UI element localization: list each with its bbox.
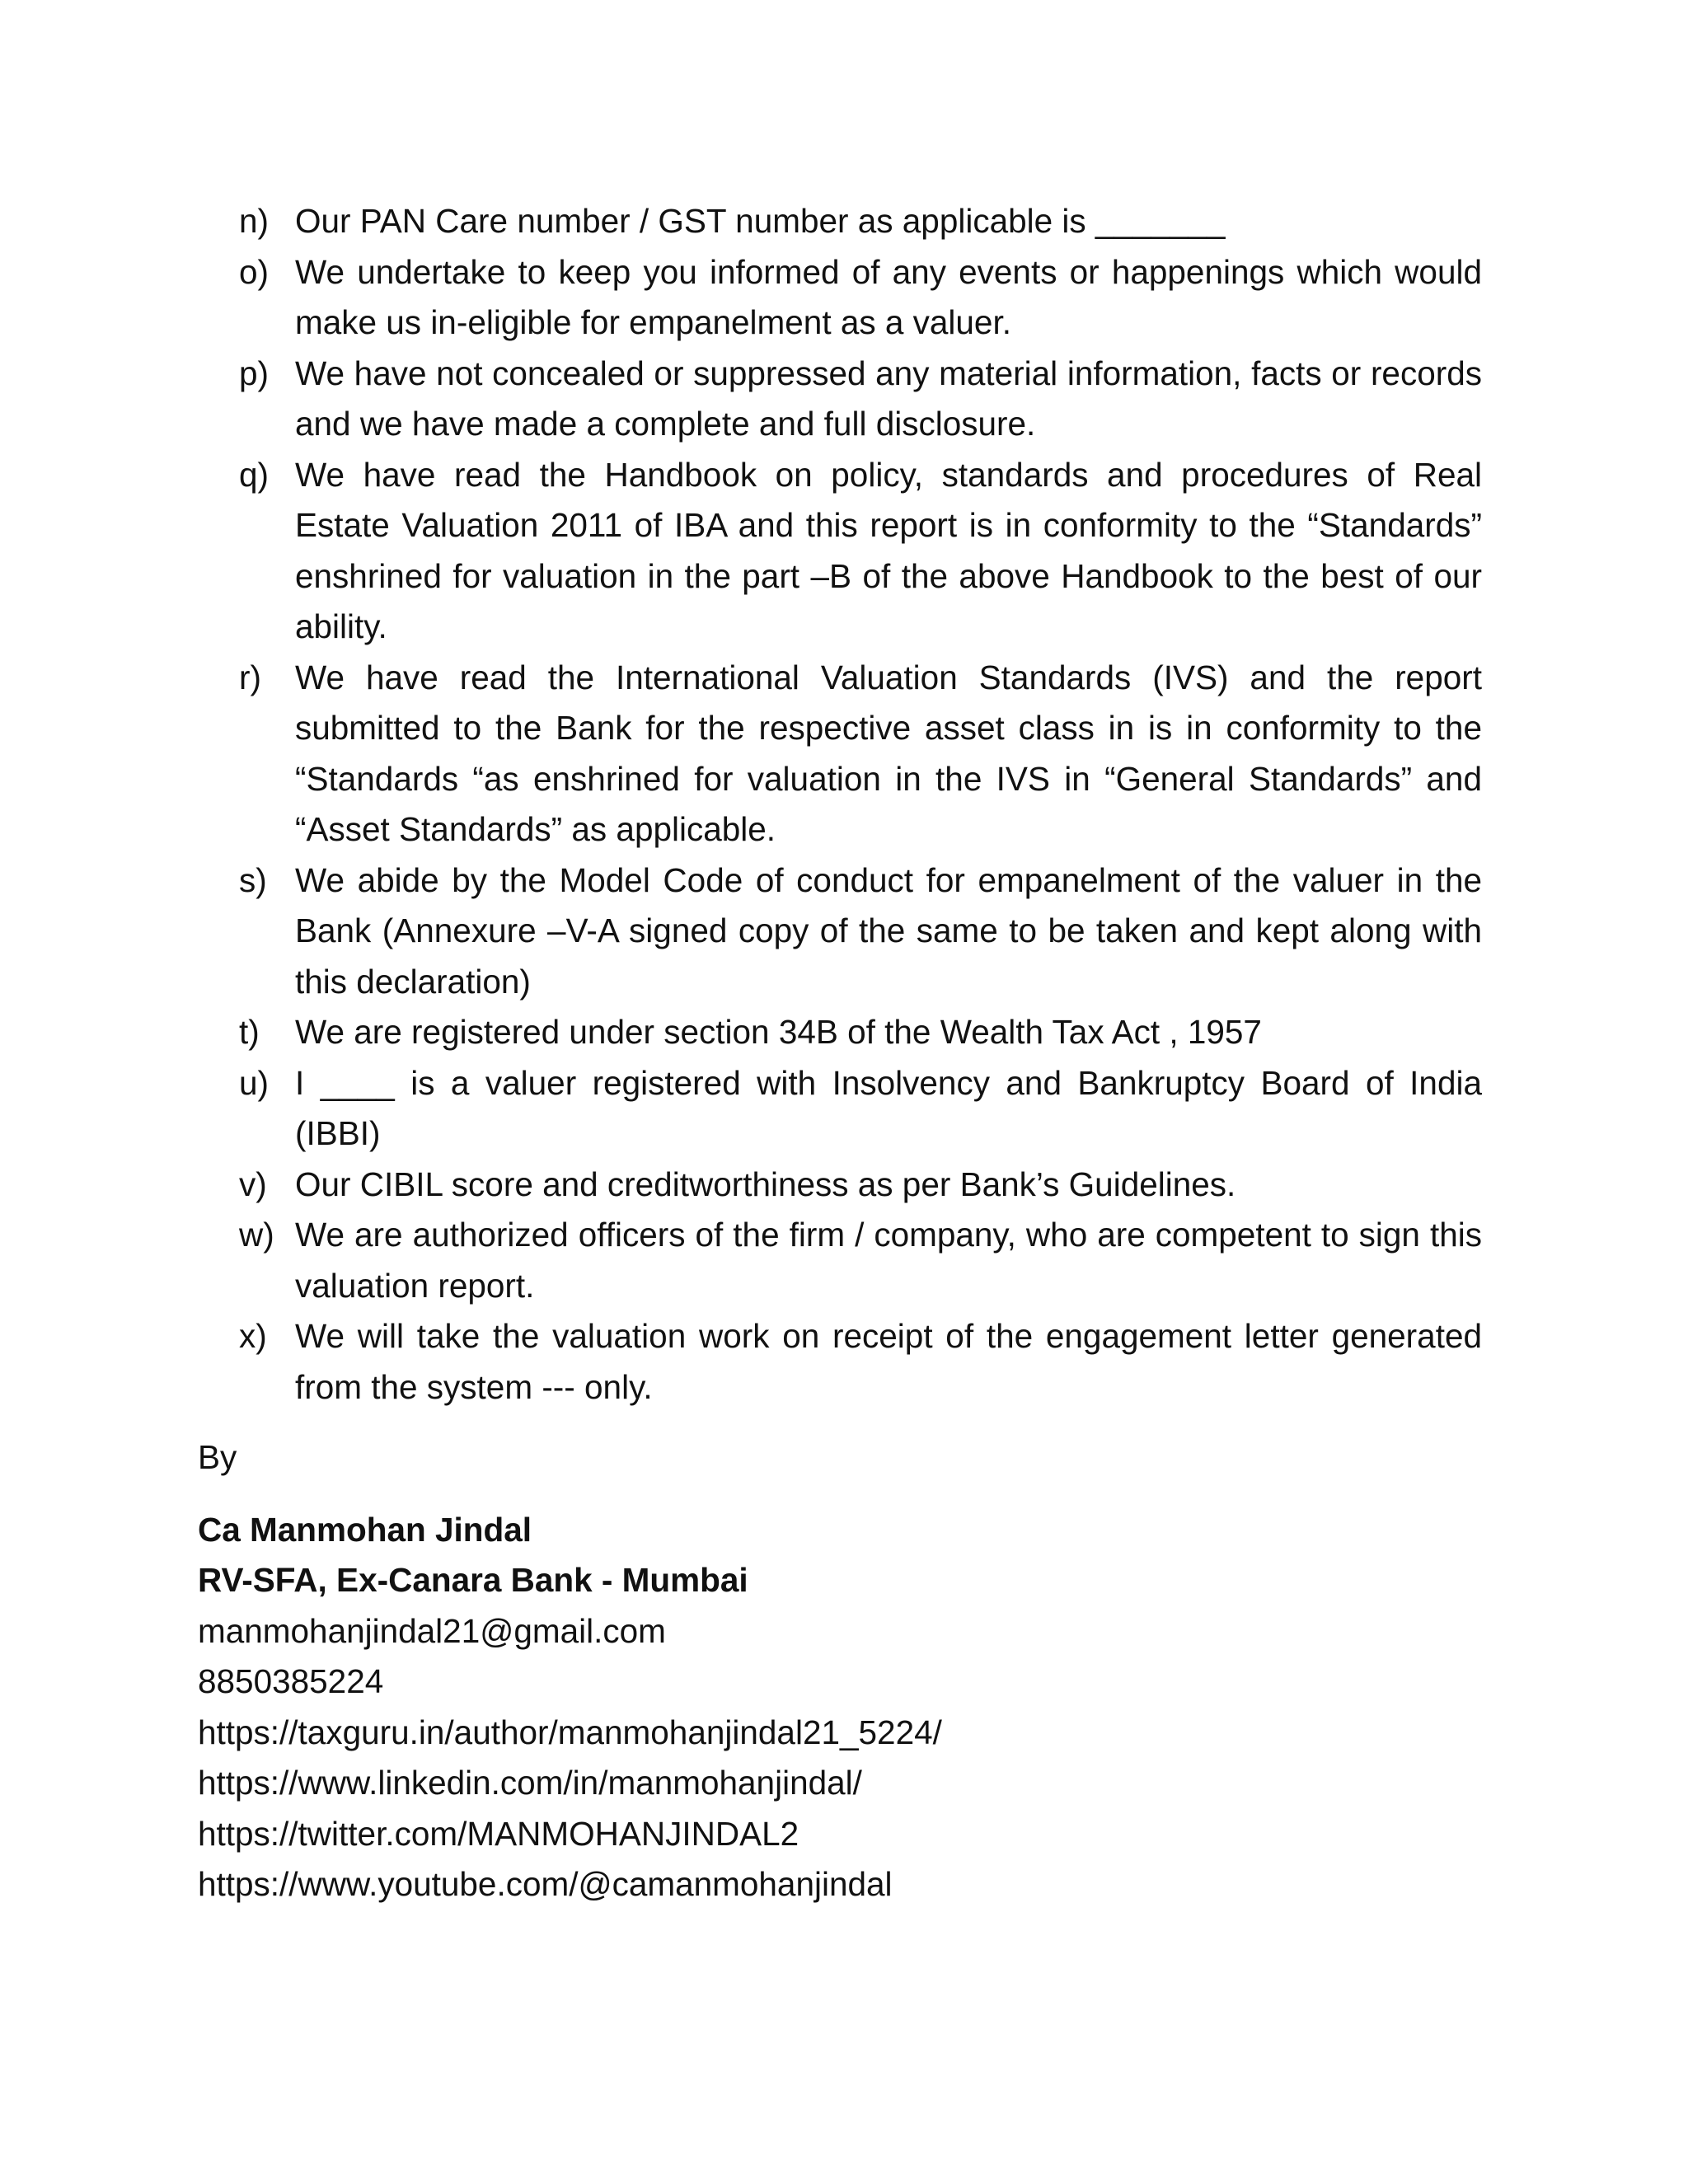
declaration-item-w [239,1210,1482,1311]
declaration-item-u [239,1058,1482,1160]
declaration-item-x [239,1311,1482,1413]
item-text: We have read the Handbook on policy, standards and procedures of Real Estate Valuation 2011 of IBA and this report is in conformity to the “Standards” enshrined for valuation in the part –B of the above Handbook to the best of our ability. [295,455,1482,645]
signatory-designation: RV-SFA, Ex-Canara Bank - Mumbai [198,1561,748,1599]
by-label: By [198,1438,237,1476]
declaration-item-p [239,349,1482,450]
item-letter: v) [239,1165,267,1203]
item-text: We have not concealed or suppressed any material information, facts or records and we have made a complete and full disclosure. [295,354,1482,443]
declaration-item-q [239,450,1482,653]
item-letter: u) [239,1063,270,1102]
item-text: We are registered under section 34B of the Wealth Tax Act , 1957 [295,1013,1262,1051]
item-text: We have read the International Valuation Standards (IVS) and the report submitted to the Bank for the respective asset class in is in conformity to the “Standards “as enshrined for valuation in the IVS in “General Standards” and “Asset Standards” as applicable. [295,658,1482,848]
linkedin-link: https://www.linkedin.com/in/manmohanjindal/ [198,1764,862,1802]
declaration-item-o [239,247,1482,349]
item-text: Our PAN Care number / GST number as applicable is _______ [295,202,1226,240]
item-text: We are authorized officers of the firm / company, who are competent to sign this valuation report. [295,1216,1482,1305]
item-letter: n) [239,202,270,240]
twitter-link: https://twitter.com/MANMOHANJINDAL2 [198,1814,799,1853]
item-text: I ____ is a valuer registered with Insolvency and Bankruptcy Board of India (IBBI) [295,1063,1482,1152]
item-text: We will take the valuation work on receipt of the engagement letter generated from the system --- only. [295,1317,1482,1406]
signatory-email: manmohanjindal21@gmail.com [198,1611,666,1650]
item-letter: p) [239,354,270,392]
signature-block [198,1432,1352,1910]
item-letter: o) [239,252,270,291]
item-letter: q) [239,455,270,494]
youtube-link: https://www.youtube.com/@camanmohanjindal [198,1865,893,1903]
item-letter: s) [239,860,267,899]
item-letter: r) [239,658,261,696]
item-text: We undertake to keep you informed of any events or happenings which would make us in-eligible for empanelment as a valuer. [295,252,1482,341]
item-text: Our CIBIL score and creditworthiness as per Bank’s Guidelines. [295,1165,1236,1203]
declaration-list [239,196,1482,1413]
signatory-name: Ca Manmohan Jindal [198,1510,532,1549]
declaration-item-s [239,855,1482,1008]
declaration-item-t [239,1007,1482,1058]
declaration-item-r [239,653,1482,855]
taxguru-link: https://taxguru.in/author/manmohanjindal21_5224/ [198,1713,942,1751]
declaration-item-n [239,196,1482,247]
declaration-item-v [239,1160,1482,1211]
signatory-phone: 8850385224 [198,1662,384,1700]
item-letter: t) [239,1013,260,1051]
item-letter: x) [239,1317,267,1355]
item-letter: w) [239,1216,274,1254]
item-text: We abide by the Model Code of conduct for empanelment of the valuer in the Bank (Annexure –V-A signed copy of the same to be taken and kept along with this declaration) [295,860,1482,1001]
